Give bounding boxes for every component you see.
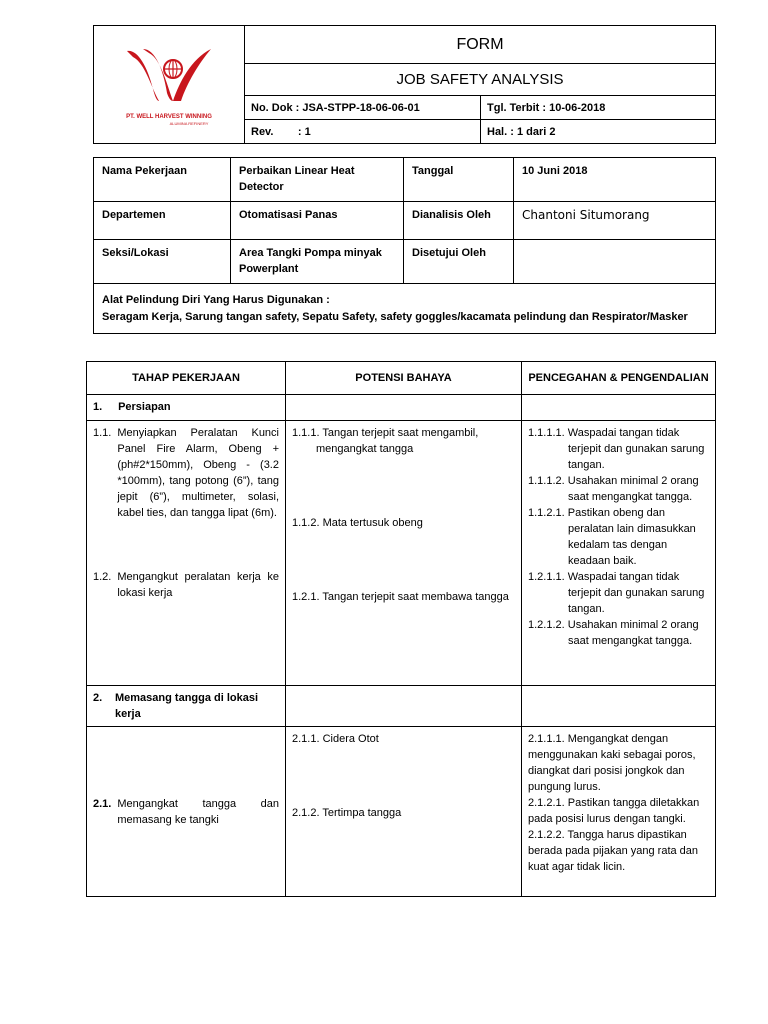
- form-header: [93, 25, 716, 144]
- controls-cell: [522, 727, 716, 897]
- step-text: Mengangkut peralatan kerja ke lokasi kerja: [117, 571, 279, 599]
- ppe-list: Seragam Kerja, Sarung tangan safety, Sepatu Safety, safety goggles/kacamata pelindung dan Respirator/Masker: [102, 311, 688, 323]
- document-number: No. Dok : JSA-STPP-18-06-06-01: [245, 96, 481, 120]
- jsa-table: [86, 361, 716, 897]
- stage-heading: [87, 395, 286, 421]
- step-text: Menyiapkan Peralatan Kunci Panel Fire Alarm, Obeng + (ph#2*150mm), Obeng - (3.2 *100mm), tang potong (6”), tang jepit (6”), multimeter, solasi, kabel ties, dan tangga lipat (6m).: [117, 427, 279, 519]
- logo-company-subtitle: ALUMINA REFINERY: [169, 121, 209, 126]
- control-item: 2.1.1.1. Mengangkat dengan menggunakan kaki sebagai poros, diangkat dari posisi jongkok dan pungung lurus.: [528, 733, 696, 793]
- stage-heading: [87, 686, 286, 727]
- stage-title: Memasang tangga di lokasi kerja: [115, 692, 259, 720]
- control-item: 1.1.1.2. Usahakan minimal 2 orang saat mengangkat tangga.: [528, 475, 699, 503]
- well-harvest-logo-icon: [121, 43, 217, 109]
- job-info-table: [93, 157, 716, 334]
- empty-cell: [286, 686, 522, 727]
- analyzed-by-label: Dianalisis Oleh: [404, 202, 514, 240]
- stage-number: 2.: [93, 692, 103, 704]
- steps-cell: [87, 421, 286, 686]
- date-label: Tanggal: [404, 158, 514, 202]
- step-item: [93, 425, 279, 521]
- step-item: [93, 569, 279, 601]
- step-item: [93, 796, 279, 828]
- hazard-item: 2.1.2. Tertimpa tangga: [292, 807, 402, 819]
- revision: Rev. : 1: [245, 120, 481, 144]
- form-title: JOB SAFETY ANALYSIS: [245, 64, 716, 96]
- col-header-job-steps: TAHAP PEKERJAAN: [87, 362, 286, 395]
- ppe-label: Alat Pelindung Diri Yang Harus Digunakan :: [102, 294, 330, 306]
- empty-cell: [522, 686, 716, 727]
- step-text: Mengangkat tangga dan memasang ke tangki: [117, 797, 279, 826]
- control-item: 1.1.1.1. Waspadai tangan tidak terjepit dan gunakan sarung tangan.: [528, 427, 705, 471]
- hazard-item: 2.1.1. Cidera Otot: [292, 733, 379, 745]
- approved-by-label: Disetujui Oleh: [404, 240, 514, 284]
- approved-by-value: [514, 240, 716, 284]
- col-header-controls: PENCEGAHAN & PENGENDALIAN: [522, 362, 716, 395]
- hazards-cell: [286, 421, 522, 686]
- step-number: 1.1.: [93, 427, 112, 439]
- hazard-item: 1.2.1. Tangan terjepit saat membawa tangga: [292, 591, 509, 603]
- job-name-label: Nama Pekerjaan: [94, 158, 231, 202]
- col-header-hazards: POTENSI BAHAYA: [286, 362, 522, 395]
- analyzed-by-value: Chantoni Situmorang: [514, 202, 716, 240]
- control-item: 1.2.1.1. Waspadai tangan tidak terjepit dan gunakan sarung tangan.: [528, 571, 705, 615]
- empty-cell: [286, 395, 522, 421]
- controls-cell: [522, 421, 716, 686]
- control-item: 1.2.1.2. Usahakan minimal 2 orang saat mengangkat tangga.: [528, 619, 699, 647]
- section-value: Area Tangki Pompa minyak Powerplant: [231, 240, 404, 284]
- hazard-item: 1.1.2. Mata tertusuk obeng: [292, 517, 423, 529]
- stage-title: Persiapan: [118, 401, 171, 413]
- stage-number: 1.: [93, 401, 103, 413]
- control-item: 2.1.2.2. Tangga harus dipastikan berada pada pijakan yang rata dan kuat agar tidak licin.: [528, 829, 699, 873]
- issue-date: Tgl. Terbit : 10-06-2018: [481, 96, 716, 120]
- page-number: Hal. : 1 dari 2: [481, 120, 716, 144]
- hazard-item: 1.1.1. Tangan terjepit saat mengambil, mengangkat tangga: [292, 427, 479, 455]
- step-number: 2.1.: [93, 797, 112, 810]
- department-value: Otomatisasi Panas: [231, 202, 404, 240]
- form-label: FORM: [245, 26, 716, 64]
- job-name-value: Perbaikan Linear Heat Detector: [231, 158, 404, 202]
- department-label: Departemen: [94, 202, 231, 240]
- control-item: 1.1.2.1. Pastikan obeng dan peralatan lain dimasukkan kedalam tas dengan keadaan baik.: [528, 507, 696, 567]
- logo-company-name: PT. WELL HARVEST WINNING: [126, 114, 212, 120]
- ppe-section: [94, 284, 716, 334]
- steps-cell: [87, 727, 286, 897]
- section-label: Seksi/Lokasi: [94, 240, 231, 284]
- step-number: 1.2.: [93, 571, 112, 583]
- control-item: 2.1.2.1. Pastikan tangga diletakkan pada posisi lurus dengan tangki.: [528, 797, 700, 825]
- empty-cell: [522, 395, 716, 421]
- date-value: 10 Juni 2018: [514, 158, 716, 202]
- hazards-cell: [286, 727, 522, 897]
- company-logo: [94, 26, 245, 144]
